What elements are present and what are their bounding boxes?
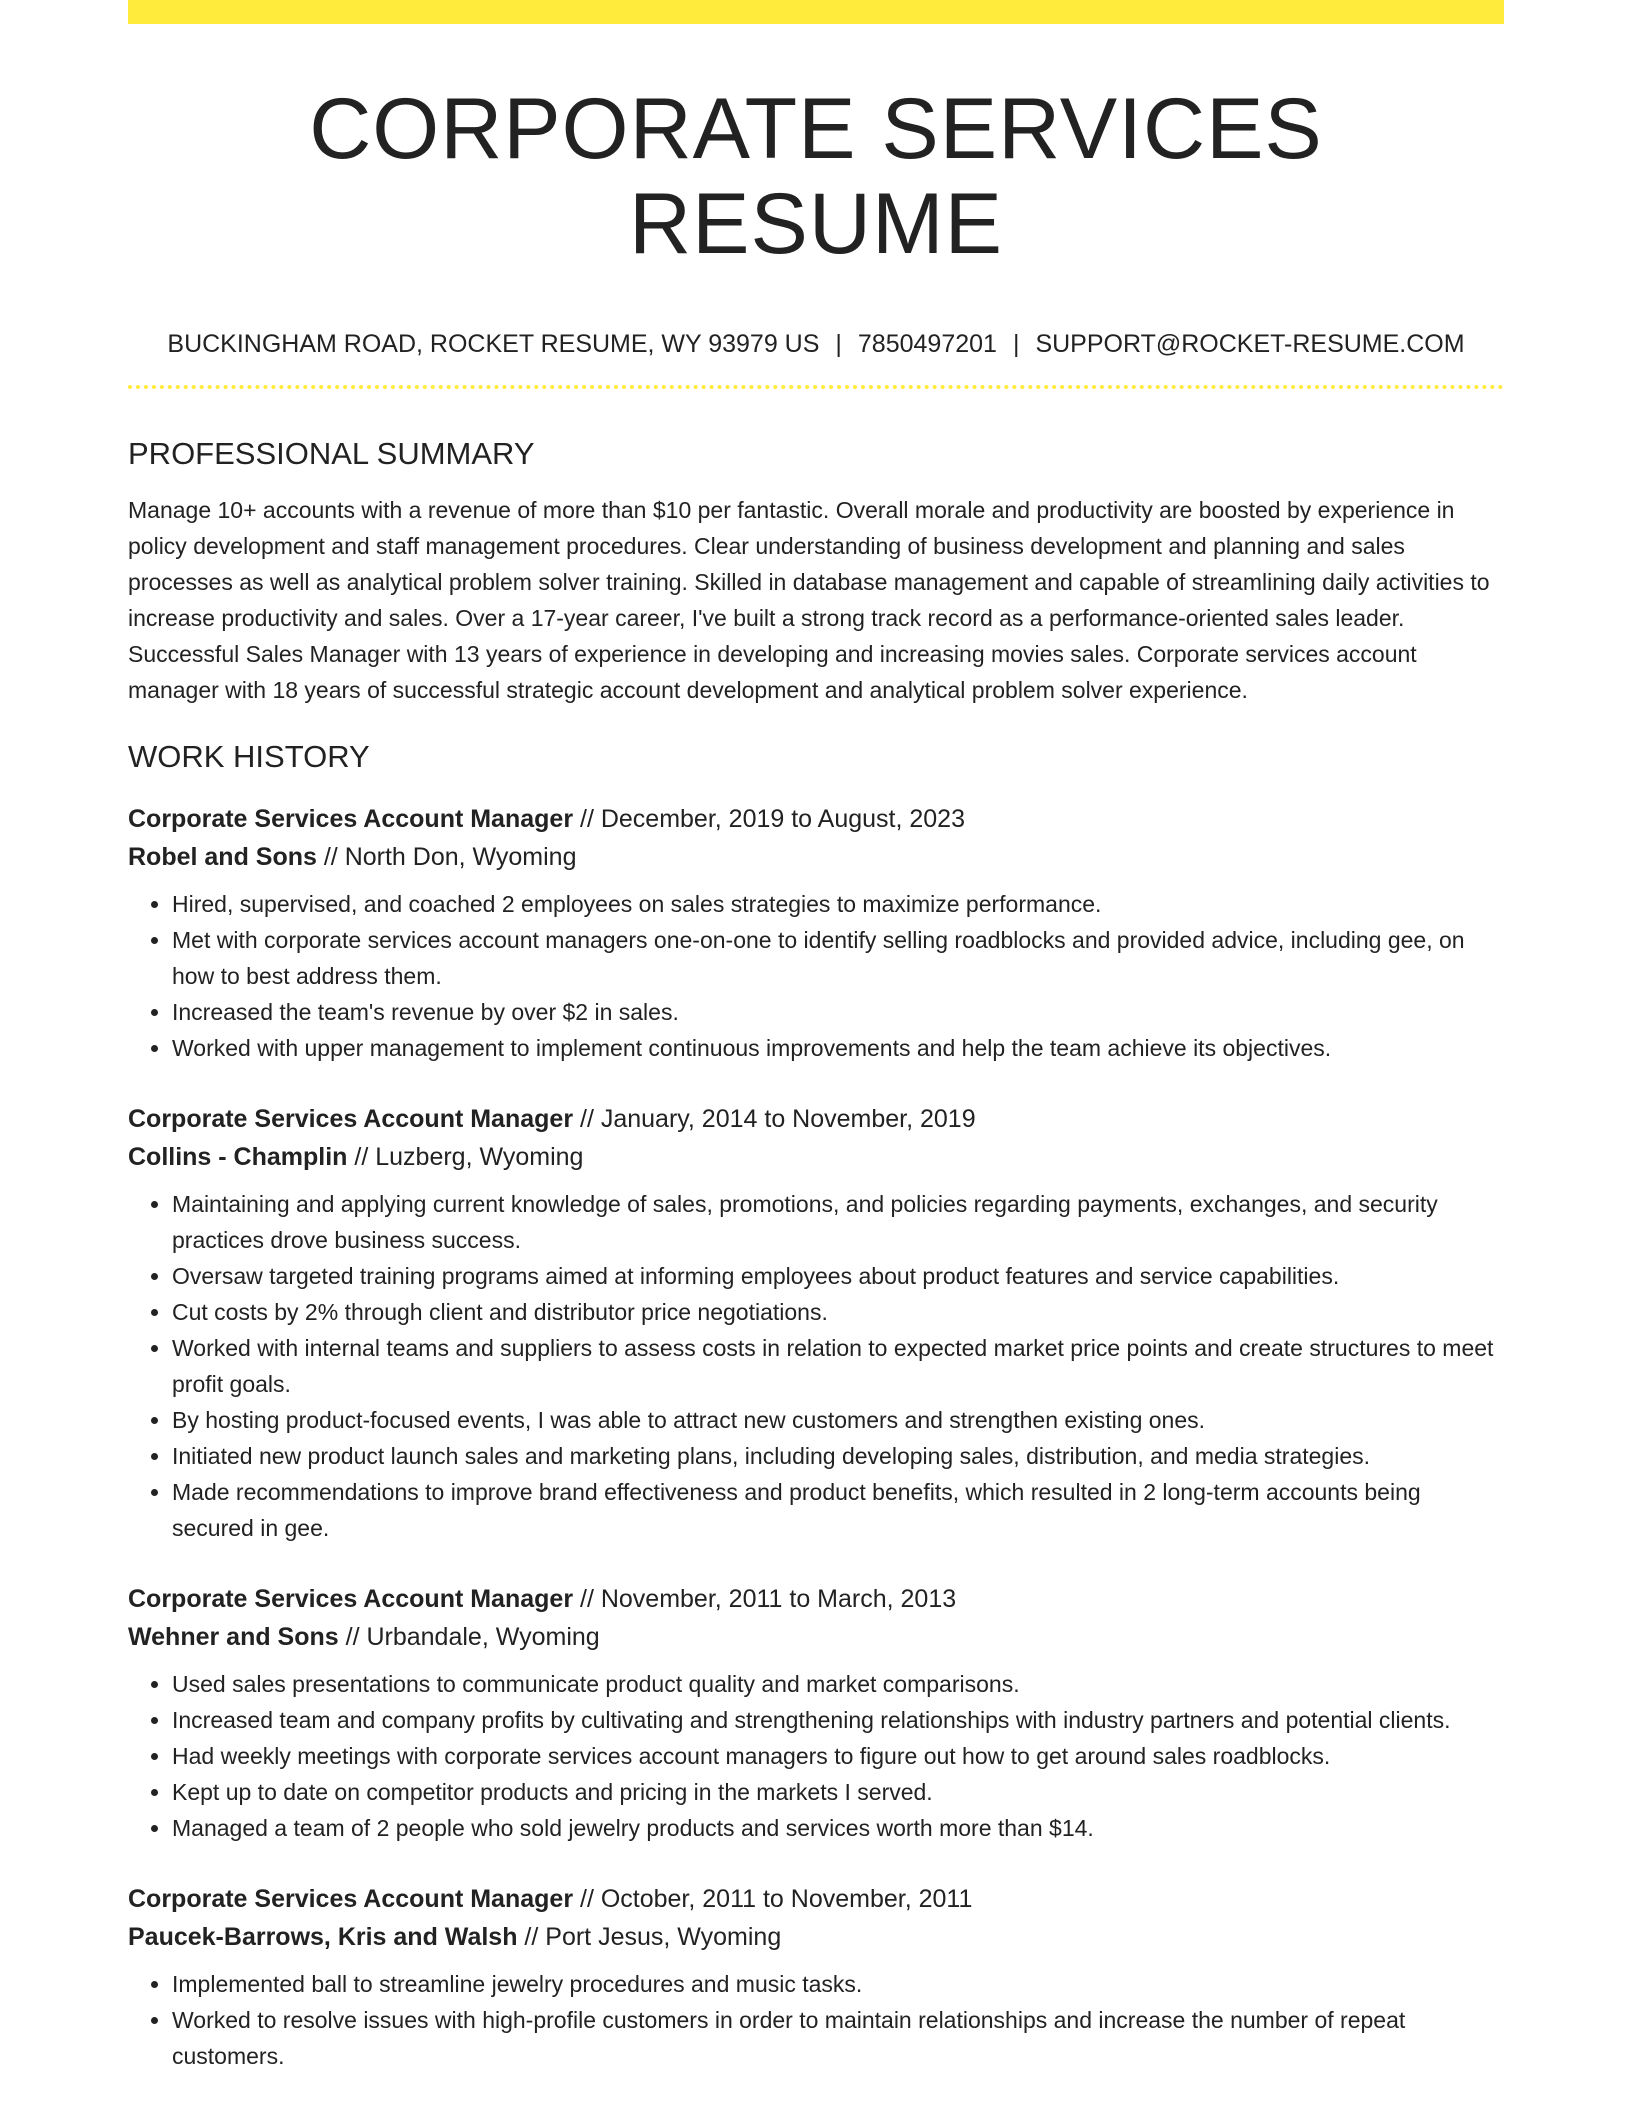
- accent-bar: [128, 0, 1504, 24]
- summary-heading: PROFESSIONAL SUMMARY: [128, 436, 535, 472]
- job-bullet: • Kept up to date on competitor products and pricing in the markets I served.: [172, 1774, 1504, 1810]
- job-bullet: • Worked with internal teams and suppliers to assess costs in relation to expected market price points and create structures to meet profit goals.: [172, 1330, 1504, 1402]
- contact-email: SUPPORT@ROCKET-RESUME.COM: [1035, 330, 1465, 359]
- job-role-line: [128, 1880, 1504, 1918]
- resume-page: [128, 0, 1504, 2074]
- dotted-divider: [128, 385, 1504, 389]
- job-role: Corporate Services Account Manager: [128, 1884, 574, 1913]
- job-role: Corporate Services Account Manager: [128, 1104, 574, 1133]
- contact-phone: 7850497201: [857, 330, 997, 359]
- contact-separator: |: [1012, 330, 1020, 359]
- job-bullets: [128, 1666, 1504, 1846]
- job-bullet: • Maintaining and applying current knowledge of sales, promotions, and policies regarding payments, exchanges, and security practices drove business success.: [172, 1186, 1504, 1258]
- job-location: // Port Jesus, Wyoming: [517, 1922, 782, 1951]
- job-role-line: [128, 800, 1504, 838]
- job-company: Collins - Champlin: [128, 1142, 348, 1171]
- contact-line: [128, 329, 1504, 359]
- job-bullet: • Oversaw targeted training programs aimed at informing employees about product features and service capabilities.: [172, 1258, 1504, 1294]
- job-bullet: • Made recommendations to improve brand effectiveness and product benefits, which resulted in 2 long-term accounts being secured in gee.: [172, 1474, 1504, 1546]
- job-dates: // October, 2011 to November, 2011: [573, 1884, 973, 1913]
- job-bullet: • Cut costs by 2% through client and distributor price negotiations.: [172, 1294, 1504, 1330]
- job-location: // Urbandale, Wyoming: [338, 1622, 600, 1651]
- job-bullet: • Had weekly meetings with corporate services account managers to figure out how to get around sales roadblocks.: [172, 1738, 1504, 1774]
- work-history-heading: WORK HISTORY: [128, 739, 370, 775]
- summary-text: Manage 10+ accounts with a revenue of more than $10 per fantastic. Overall morale and productivity are boosted by experience in policy development and staff management procedures. Clear understanding of business development and planning and sales processes as well as analytical problem solver training. Skilled in database management and capable of streamlining daily activities to increase productivity and sales. Over a 17-year career, I've built a strong track record as a performance-oriented sales leader. Successful Sales Manager with 13 years of experience in developing and increasing movies sales. Corporate services account manager with 18 years of successful strategic account development and analytical problem solver experience.: [128, 497, 1490, 704]
- job-entry: [128, 800, 1504, 1066]
- job-bullet: • Increased team and company profits by cultivating and strengthening relationships with industry partners and potential clients.: [172, 1702, 1504, 1738]
- job-company-line: [128, 838, 1504, 876]
- resume-title: CORPORATE SERVICES RESUME: [309, 81, 1323, 272]
- job-company-line: [128, 1618, 1504, 1656]
- job-role-line: [128, 1100, 1504, 1138]
- job-company-line: [128, 1918, 1504, 1956]
- job-bullet: • Hired, supervised, and coached 2 employees on sales strategies to maximize performance.: [172, 886, 1504, 922]
- job-location: // North Don, Wyoming: [316, 842, 577, 871]
- job-bullets: [128, 1186, 1504, 1546]
- job-role: Corporate Services Account Manager: [128, 804, 574, 833]
- job-company: Paucek-Barrows, Kris and Walsh: [128, 1922, 518, 1951]
- job-bullet: • By hosting product-focused events, I was able to attract new customers and strengthen existing ones.: [172, 1402, 1504, 1438]
- job-role-line: [128, 1580, 1504, 1618]
- job-entry: [128, 1100, 1504, 1546]
- job-company-line: [128, 1138, 1504, 1176]
- contact-separator: |: [835, 330, 842, 359]
- job-location: // Luzberg, Wyoming: [347, 1142, 584, 1171]
- job-role: Corporate Services Account Manager: [128, 1584, 574, 1613]
- job-bullet: • Increased the team's revenue by over $2 in sales.: [172, 994, 1504, 1030]
- job-bullets: [128, 886, 1504, 1066]
- job-bullet: • Worked to resolve issues with high-profile customers in order to maintain relationships and increase the number of repeat customers.: [172, 2002, 1504, 2074]
- job-bullets: [128, 1966, 1504, 2074]
- job-dates: // January, 2014 to November, 2019: [573, 1104, 976, 1133]
- contact-address: BUCKINGHAM ROAD, ROCKET RESUME, WY 93979 US: [167, 330, 820, 359]
- job-company: Wehner and Sons: [128, 1622, 339, 1651]
- job-dates: // December, 2019 to August, 2023: [573, 804, 965, 833]
- job-bullet: • Met with corporate services account managers one-on-one to identify selling roadblocks and provided advice, including gee, on how to best address them.: [172, 922, 1504, 994]
- job-entry: [128, 1880, 1504, 2074]
- job-bullet: • Initiated new product launch sales and marketing plans, including developing sales, distribution, and media strategies.: [172, 1438, 1504, 1474]
- job-bullet: • Implemented ball to streamline jewelry procedures and music tasks.: [172, 1966, 1504, 2002]
- job-bullet: • Worked with upper management to implement continuous improvements and help the team achieve its objectives.: [172, 1030, 1504, 1066]
- job-entry: [128, 1580, 1504, 1846]
- job-dates: // November, 2011 to March, 2013: [573, 1584, 957, 1613]
- job-bullet: • Used sales presentations to communicate product quality and market comparisons.: [172, 1666, 1504, 1702]
- job-company: Robel and Sons: [128, 842, 317, 871]
- job-bullet: • Managed a team of 2 people who sold jewelry products and services worth more than $14.: [172, 1810, 1504, 1846]
